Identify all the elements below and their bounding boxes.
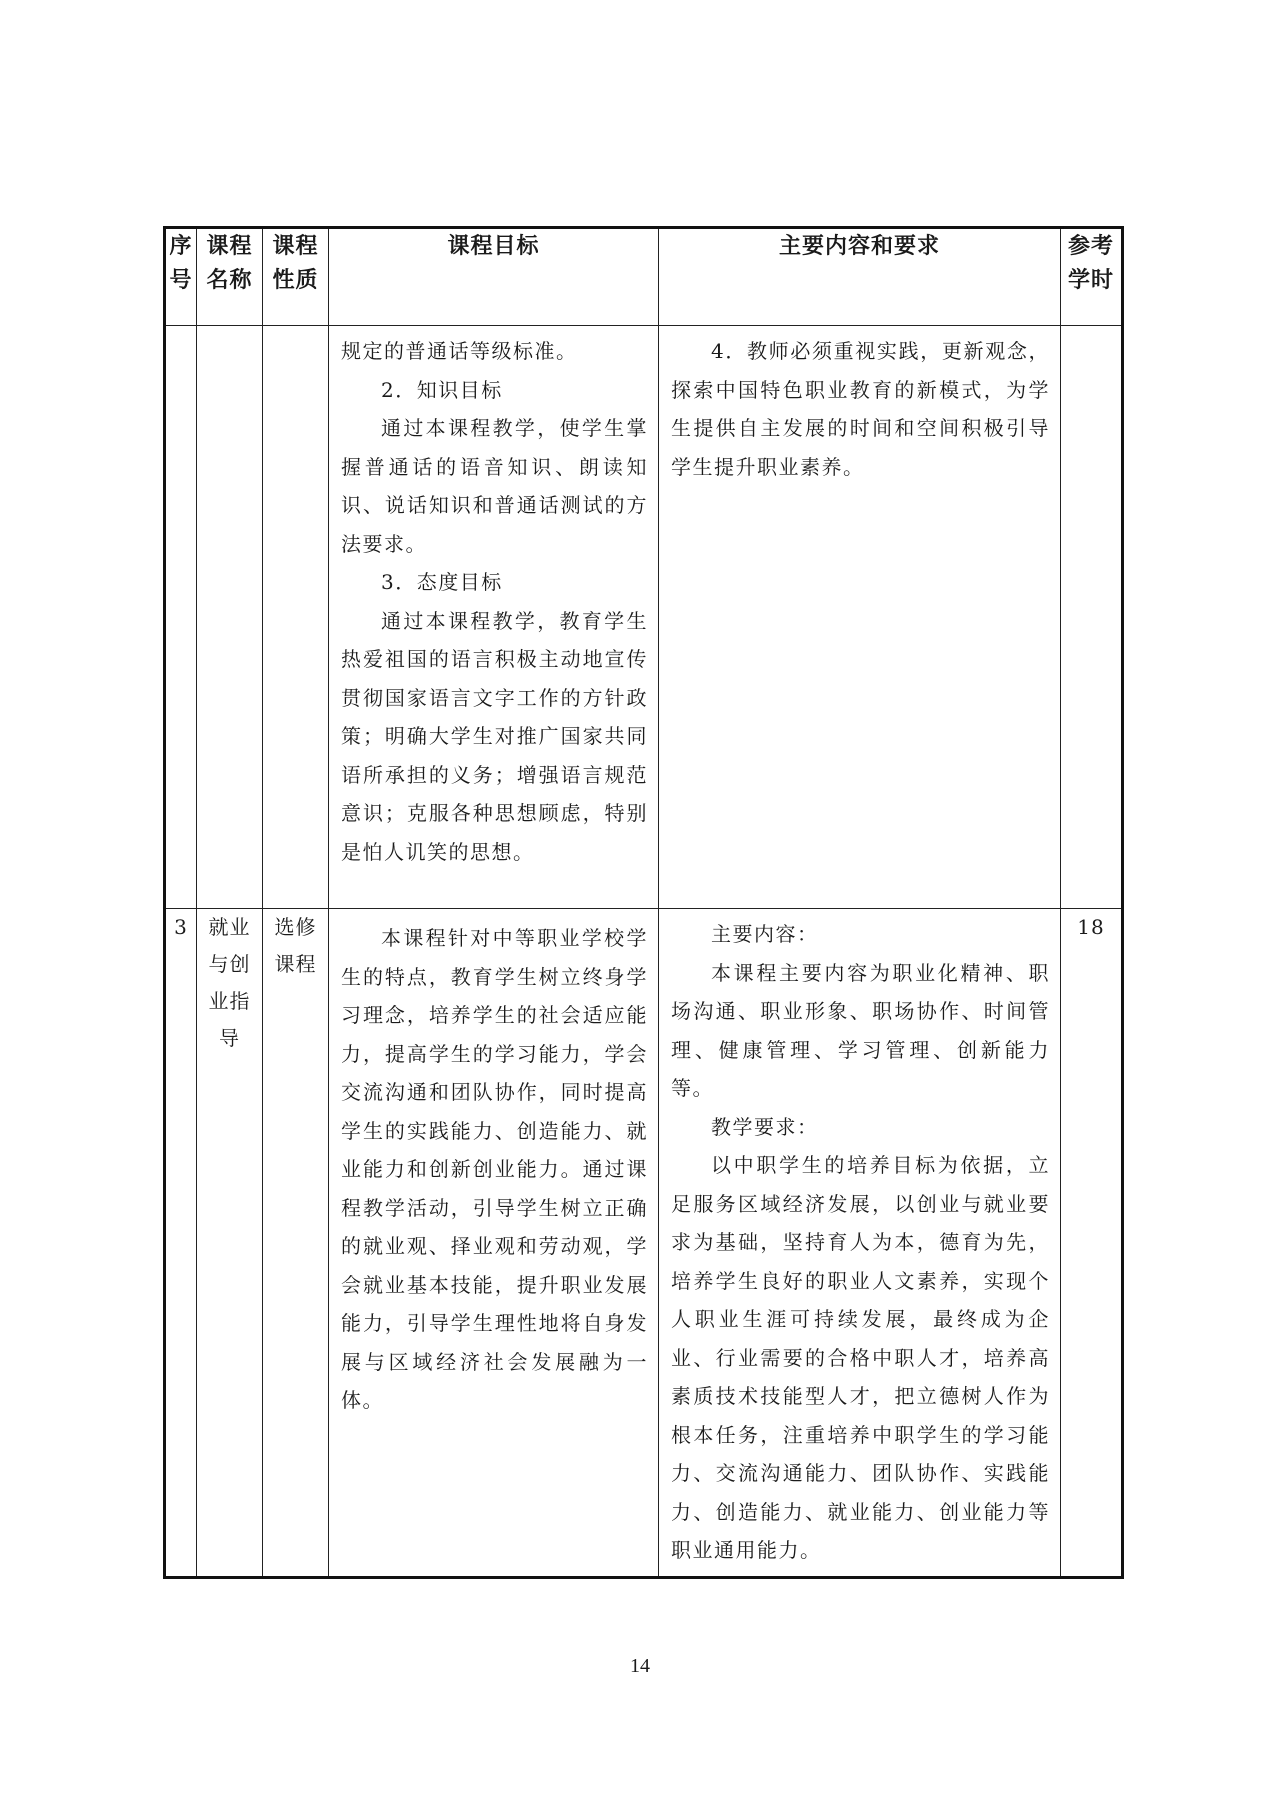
cell-course-goal [329,326,659,909]
goal-paragraph: 规定的普通话等级标准。 [341,339,578,363]
cell-course-goal [329,909,659,1578]
header-course-goal: 课程目标 [329,228,659,326]
content-paragraph: 4．教师必须重视实践，更新观念，探索中国特色职业教育的新模式，为学生提供自主发展的时间和空间积极引导学生提升职业素养。 [671,339,1050,479]
goal-paragraph: 通过本课程教学，教育学生热爱祖国的语言积极主动地宣传贯彻国家语言文字工作的方针政策；明确大学生对推广国家共同语所承担的义务；增强语言规范意识；克服各种思想顾虑，特别是怕人讥笑的思想。 [341,608,648,864]
goal-paragraph: 本课程针对中等职业学校学生的特点，教育学生树立终身学习理念，培养学生的社会适应能力，提高学生的学习能力，学会交流沟通和团队协作，同时提高学生的实践能力、创造能力、就业能力和创新创业能力。通过课程教学活动，引导学生树立正确的就业观、择业观和劳动观，学会就业基本技能，提升职业发展能力，引导学生理性地将自身发展与区域经济社会发展融为一体。 [341,926,648,1412]
table-row [165,326,1123,909]
cell-content-requirements [659,326,1061,909]
goal-paragraph: 2．知识目标 [381,377,503,402]
content-paragraph: 以中职学生的培养目标为依据，立足服务区域经济发展，以创业与就业要求为基础，坚持育人为本，德育为先，培养学生良好的职业人文素养，实现个人职业生涯可持续发展，最终成为企业、行业需要的合格中职人才，培养高素质技术技能型人才，把立德树人作为根本任务，注重培养中职学生的学习能力、交流沟通能力、团队协作、实践能力、创造能力、就业能力、创业能力等职业通用能力。 [671,1153,1050,1562]
goal-paragraph: 通过本课程教学，使学生掌握普通话的语音知识、朗读知识、说话知识和普通话测试的方法要求。 [341,416,648,556]
goal-paragraph: 3．态度目标 [381,570,503,594]
content-paragraph: 主要内容： [711,922,819,946]
cell-seq [165,326,197,909]
header-content-requirements: 主要内容和要求 [659,228,1061,326]
cell-course-name [197,326,263,909]
content-paragraph: 教学要求： [711,1114,819,1139]
curriculum-table [163,226,1124,1579]
cell-content-requirements [659,909,1061,1578]
cell-course-name: 就业 与创 业指 导 [197,909,263,1578]
table-row [165,909,1123,1578]
cell-course-nature [263,326,329,909]
header-reference-hours: 参考 学时 [1061,228,1123,326]
page-number: 14 [630,1655,650,1677]
content-paragraph: 本课程主要内容为职业化精神、职场沟通、职业形象、职场协作、时间管理、健康管理、学习管理、创新能力等。 [671,960,1050,1100]
cell-course-nature: 选修 课程 [263,909,329,1578]
cell-seq: 3 [165,909,197,1578]
header-course-name: 课程 名称 [197,228,263,326]
header-course-nature: 课程 性质 [263,228,329,326]
table-header-row [165,228,1123,326]
header-seq: 序 号 [165,228,197,326]
cell-reference-hours [1061,326,1123,909]
cell-reference-hours: 18 [1061,909,1123,1578]
